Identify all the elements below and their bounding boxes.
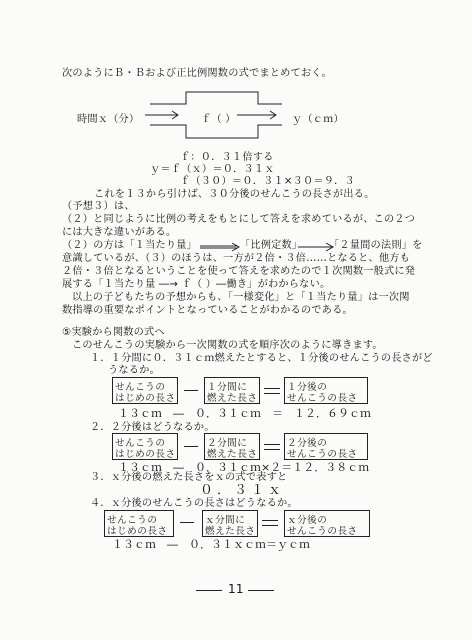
- diagram-box-shape: [0, 90, 472, 130]
- equation-4: １３ｃｍ ― ０．３１ｘｃｍ＝ｙｃｍ: [112, 538, 310, 551]
- box-burned-length: ２分間に 燃えた長さ: [204, 433, 260, 460]
- paragraph-line: ２倍・３倍となるということを使って答えを求めたので１次関数一般式に発: [62, 266, 416, 277]
- box-burned-length: １分間に 燃えた長さ: [204, 377, 260, 404]
- question-4: ４．ｘ分後のせんこうの長さはどうなるか。: [90, 498, 298, 509]
- section-heading: ⑤実験から関数の式へ: [62, 327, 165, 338]
- diagram-input: 時間ｘ（分）: [77, 114, 140, 125]
- concept-two-quantity-law: 「２量間の法則」を: [329, 240, 423, 251]
- page-number: 11: [228, 582, 244, 596]
- box-initial-length: せんこうの はじめの長さ: [112, 377, 178, 404]
- equals-sign: [264, 388, 280, 394]
- concept-per-unit: （２）の方は「１当たり量」: [62, 240, 198, 251]
- footer-rule-right: [248, 590, 274, 591]
- formula-y: ｙ＝ｆ（ｘ）＝０．３１ｘ: [150, 164, 275, 175]
- diagram-func: ｆ（ ）: [201, 114, 236, 125]
- section-intro: このせんこうの実験から一次関数の式を順序次のように導きます。: [72, 340, 383, 351]
- minus-sign: [184, 390, 198, 391]
- question-1: １．１分間に０．３１ｃｍ燃えたとすると、１分後のせんこうの長さがど: [90, 353, 433, 364]
- box-result-length: ｘ分後の せんこうの長さ: [284, 510, 370, 537]
- paragraph-line: 意識しているが、（３）のほうは、一方が２倍・３倍……となると、他方も: [62, 253, 411, 264]
- box-initial-length: せんこうの はじめの長さ: [104, 510, 174, 537]
- paragraph-line: 以上の子どもたちの予想からも、「一様変化」と「１当たり量」は一次関: [72, 292, 410, 303]
- paragraph-line: には大きな違いがある。: [62, 227, 177, 238]
- equation-3: ０．３１ｘ: [200, 483, 286, 498]
- concept-proportion-constant: 「比例定数」: [240, 240, 303, 251]
- equation-2: １３ｃｍ ― ０．３１ｃｍ×２＝１２．３８ｃｍ: [118, 461, 370, 474]
- box-result-length: １分後の せんこうの長さ: [284, 377, 368, 404]
- equals-sign: [264, 444, 280, 450]
- box-result-length: ２分後の せんこうの長さ: [284, 433, 368, 460]
- paragraph-line: これを１３から引けば、３０分後のせんこうの長さが出る。: [94, 189, 375, 200]
- box-initial-length: せんこうの はじめの長さ: [112, 433, 178, 460]
- question-1-cont: うなるか。: [108, 365, 160, 376]
- paragraph-line: （２）と同じように比例の考えをもとにして答えを求めているが、この２つ: [62, 214, 416, 225]
- minus-sign: [180, 522, 194, 523]
- equation-1: １３ｃｍ ― ０．３１ｃｍ ＝ １２．６９ｃｍ: [118, 407, 371, 420]
- formula-f30: ｆ（３０）＝０．３１×３０＝９．３: [180, 176, 355, 187]
- yoso3-heading: （予想３）は、: [62, 201, 135, 212]
- formula-f: ｆ：０．３１倍する: [180, 152, 274, 163]
- minus-sign: [184, 446, 198, 447]
- question-2: ２．２分後はどうなるか。: [90, 422, 215, 433]
- paragraph-line: 数指導の重要なポイントとなっていることがわかるのである。: [62, 305, 353, 316]
- equals-sign: [262, 520, 278, 526]
- paragraph-line: 展する「１当たり量 ―→ ｆ（ ）―働き」がわからない。: [62, 279, 331, 290]
- diagram-output: ｙ（ｃｍ）: [292, 114, 344, 125]
- box-burned-length: ｘ分間に 燃えた長さ: [202, 510, 258, 537]
- intro-line: 次のようにＢ・Ｂおよび正比例関数の式でまとめておく。: [62, 68, 332, 79]
- question-3: ３．ｘ分後の燃えた長さをｘの式で表すと: [90, 472, 288, 483]
- footer-rule-left: [196, 590, 222, 591]
